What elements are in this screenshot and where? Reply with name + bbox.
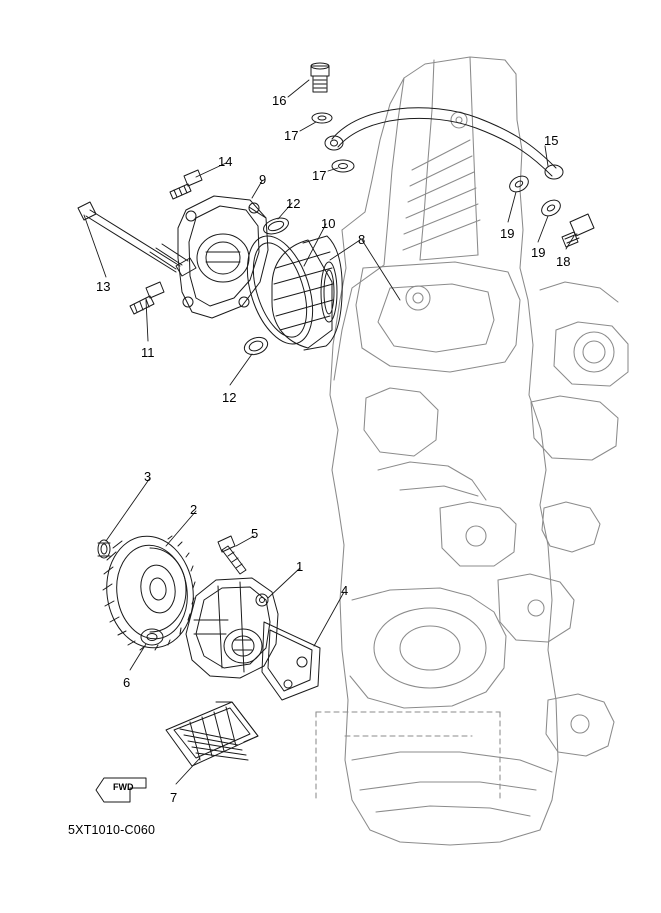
callout-6: 6 — [123, 675, 131, 690]
callout-7: 7 — [170, 790, 178, 805]
leader-lines — [84, 80, 574, 784]
part-4-pump-plate — [262, 622, 320, 700]
callout-1: 1 — [296, 559, 304, 574]
callout-18: 18 — [556, 254, 571, 269]
fwd-label: FWD — [113, 782, 134, 792]
callout-12-lower: 12 — [222, 390, 237, 405]
callout-8: 8 — [358, 232, 366, 247]
part-2-driven-gear — [100, 531, 201, 654]
part-16-union-bolt — [311, 63, 329, 92]
callout-4: 4 — [341, 583, 349, 598]
callout-14: 14 — [218, 154, 233, 169]
part-7-oil-strainer — [166, 702, 258, 766]
part-11-bolt — [130, 282, 164, 314]
callout-19-lower: 19 — [531, 245, 546, 260]
callout-15: 15 — [544, 133, 559, 148]
part-18-bolt — [562, 214, 594, 247]
part-12-oring-lower — [242, 334, 270, 357]
callout-2: 2 — [190, 502, 198, 517]
part-8-oil-filter-element — [272, 236, 342, 350]
diagram-part-code: 5XT1010-C060 — [68, 823, 156, 837]
callout-10: 10 — [321, 216, 336, 231]
callout-11: 11 — [141, 345, 155, 360]
part-14-bolt — [170, 170, 202, 199]
callout-17-upper: 17 — [284, 128, 299, 143]
callout-17-lower: 17 — [312, 168, 327, 183]
callout-16: 16 — [272, 93, 287, 108]
callout-12-upper: 12 — [286, 196, 301, 211]
callout-19-upper: 19 — [500, 226, 515, 241]
callout-13: 13 — [96, 279, 111, 294]
part-5-bolt — [218, 536, 246, 574]
callout-9: 9 — [259, 172, 267, 187]
part-17-washers — [312, 113, 354, 172]
part-15-oil-pipe — [325, 108, 563, 179]
callout-3: 3 — [144, 469, 152, 484]
callout-5: 5 — [251, 526, 259, 541]
part-3-pin — [98, 540, 110, 558]
crankcase-outline — [316, 57, 628, 845]
